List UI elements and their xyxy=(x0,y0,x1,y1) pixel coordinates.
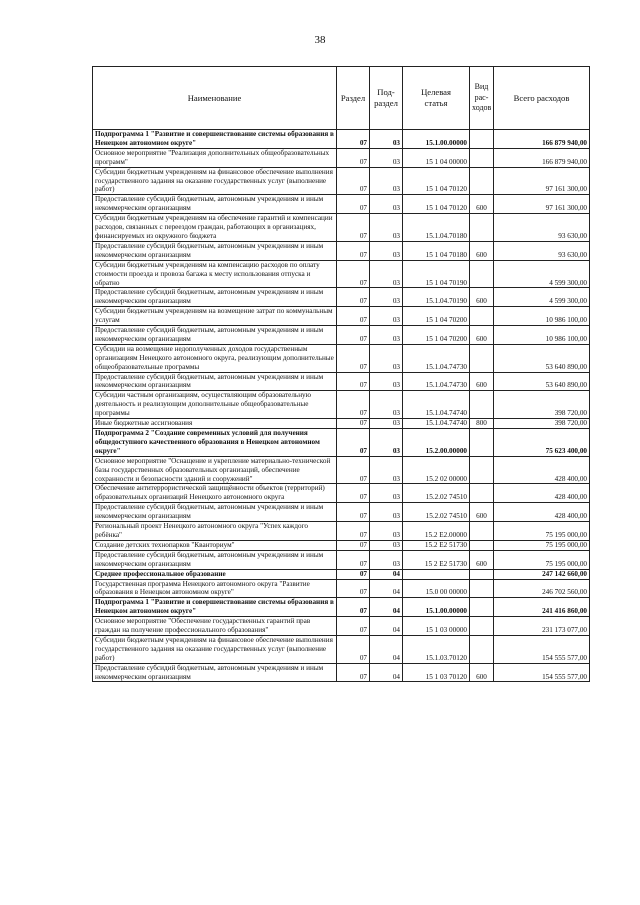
row-target: 15.1.04.74740 xyxy=(403,391,470,419)
header-subsection: Под- раздел xyxy=(370,67,403,130)
row-type: 600 xyxy=(470,550,494,569)
row-subsection: 04 xyxy=(370,663,403,682)
row-total: 4 599 300,00 xyxy=(494,260,590,288)
row-subsection: 03 xyxy=(370,344,403,372)
row-section: 07 xyxy=(337,167,370,195)
table-row xyxy=(93,372,590,391)
row-type xyxy=(470,456,494,484)
table-row xyxy=(93,241,590,260)
row-section: 07 xyxy=(337,569,370,579)
row-total: 154 555 577,00 xyxy=(494,635,590,663)
row-subsection: 03 xyxy=(370,522,403,541)
row-target: 15.1.00.00000 xyxy=(403,130,470,149)
row-name: Основное мероприятие "Оснащение и укрепление материально-технической базы государственных образовательных организаций, обеспечение сохранности и безопасности зданий и сооружений" xyxy=(93,456,337,484)
row-target: 15.1.00.00000 xyxy=(403,598,470,617)
row-name: Подпрограмма 1 "Развитие и совершенствование системы образования в Ненецком автономном округе" xyxy=(93,598,337,617)
row-subsection: 03 xyxy=(370,214,403,242)
row-name: Среднее профессиональное образование xyxy=(93,569,337,579)
row-total: 428 400,00 xyxy=(494,503,590,522)
table-row xyxy=(93,260,590,288)
row-target: 15.1.04.74730 xyxy=(403,344,470,372)
row-name: Предоставление субсидий бюджетным, автономным учреждениям и иным некоммерческим организациям xyxy=(93,288,337,307)
row-subsection: 04 xyxy=(370,569,403,579)
table-row xyxy=(93,429,590,457)
row-target: 15.1.04.70180 xyxy=(403,214,470,242)
table-row xyxy=(93,503,590,522)
row-target xyxy=(403,569,470,579)
row-subsection: 03 xyxy=(370,167,403,195)
table-row xyxy=(93,522,590,541)
row-type xyxy=(470,391,494,419)
table-row xyxy=(93,540,590,550)
row-total: 4 599 300,00 xyxy=(494,288,590,307)
row-name: Подпрограмма 2 "Создание современных условий для получения общедоступного качественного образования в Ненецком автономном округе" xyxy=(93,429,337,457)
row-section: 07 xyxy=(337,391,370,419)
row-name: Субсидии на возмещение недополученных доходов государственным организациям Ненецкого автономного округа, реализующим дополнительные общеобразовательные программы xyxy=(93,344,337,372)
row-target: 15 1 04 00000 xyxy=(403,148,470,167)
table-row xyxy=(93,635,590,663)
row-type: 600 xyxy=(470,326,494,345)
row-type xyxy=(470,260,494,288)
row-name: Субсидии бюджетным учреждениям на обеспечение гарантий и компенсации расходов, связанных с переездом граждан, работающих в организациях, финансируемых из окружного бюджета xyxy=(93,214,337,242)
row-total: 231 173 077,00 xyxy=(494,617,590,636)
table-row xyxy=(93,167,590,195)
row-type xyxy=(470,344,494,372)
row-name: Субсидии бюджетным учреждениям на финансовое обеспечение выполнения государственного задания на оказание государственных услуг (выполнение работ) xyxy=(93,167,337,195)
row-name: Подпрограмма 1 "Развитие и совершенствование системы образования в Ненецком автономном округе" xyxy=(93,130,337,149)
row-section: 07 xyxy=(337,598,370,617)
row-section: 07 xyxy=(337,503,370,522)
row-total: 53 640 890,00 xyxy=(494,372,590,391)
row-total: 10 986 100,00 xyxy=(494,326,590,345)
row-subsection: 03 xyxy=(370,429,403,457)
row-total: 53 640 890,00 xyxy=(494,344,590,372)
row-target: 15 1 04 70180 xyxy=(403,241,470,260)
row-target: 15.1.03.70120 xyxy=(403,635,470,663)
row-type xyxy=(470,148,494,167)
row-subsection: 04 xyxy=(370,579,403,598)
row-name: Предоставление субсидий бюджетным, автономным учреждениям и иным некоммерческим организациям xyxy=(93,195,337,214)
row-type xyxy=(470,635,494,663)
row-section: 07 xyxy=(337,484,370,503)
row-subsection: 03 xyxy=(370,260,403,288)
row-subsection: 04 xyxy=(370,617,403,636)
row-target: 15.2 E2.00000 xyxy=(403,522,470,541)
row-type: 600 xyxy=(470,663,494,682)
row-type xyxy=(470,429,494,457)
row-name: Государственная программа Ненецкого автономного округа "Развитие образования в Ненецком автономном округе" xyxy=(93,579,337,598)
row-section: 07 xyxy=(337,130,370,149)
row-total: 75 195 000,00 xyxy=(494,522,590,541)
row-name: Субсидии частным организациям, осуществляющим образовательную деятельность и реализующим дополнительные общеобразовательные программы xyxy=(93,391,337,419)
row-subsection: 03 xyxy=(370,195,403,214)
row-section: 07 xyxy=(337,148,370,167)
row-total: 166 879 940,00 xyxy=(494,148,590,167)
table-row xyxy=(93,307,590,326)
table-row xyxy=(93,419,590,429)
row-total: 154 555 577,00 xyxy=(494,663,590,682)
row-section: 07 xyxy=(337,635,370,663)
row-subsection: 03 xyxy=(370,372,403,391)
row-type: 600 xyxy=(470,503,494,522)
row-subsection: 03 xyxy=(370,391,403,419)
row-section: 07 xyxy=(337,241,370,260)
row-target: 15.1.04.74740 xyxy=(403,419,470,429)
row-name: Предоставление субсидий бюджетным, автономным учреждениям и иным некоммерческим организациям xyxy=(93,241,337,260)
row-total: 75 195 000,00 xyxy=(494,540,590,550)
row-total: 93 630,00 xyxy=(494,241,590,260)
row-section: 07 xyxy=(337,344,370,372)
row-section: 07 xyxy=(337,456,370,484)
table-header-row xyxy=(93,67,590,130)
row-type xyxy=(470,579,494,598)
row-total: 93 630,00 xyxy=(494,214,590,242)
table-row xyxy=(93,195,590,214)
row-target: 15 1 04 70200 xyxy=(403,307,470,326)
row-subsection: 04 xyxy=(370,598,403,617)
table-row xyxy=(93,663,590,682)
row-target: 15.2.02 74510 xyxy=(403,503,470,522)
row-total: 10 986 100,00 xyxy=(494,307,590,326)
header-name: Наименование xyxy=(93,67,337,130)
row-target: 15.1.04.70190 xyxy=(403,288,470,307)
table-row xyxy=(93,598,590,617)
row-target: 15.0 00 00000 xyxy=(403,579,470,598)
row-type xyxy=(470,484,494,503)
table-row xyxy=(93,579,590,598)
row-total: 75 623 400,00 xyxy=(494,429,590,457)
row-target: 15.2.00.00000 xyxy=(403,429,470,457)
row-name: Субсидии бюджетным учреждениям на компенсацию расходов по оплату стоимости проезда и провоза багажа к месту использования отпуска и обратно xyxy=(93,260,337,288)
row-name: Предоставление субсидий бюджетным, автономным учреждениям и иным некоммерческим организациям xyxy=(93,326,337,345)
header-type: Вид рас- ходов xyxy=(470,67,494,130)
row-subsection: 04 xyxy=(370,635,403,663)
row-section: 07 xyxy=(337,260,370,288)
expenditure-table xyxy=(92,66,590,682)
table-row xyxy=(93,288,590,307)
row-section: 07 xyxy=(337,326,370,345)
row-target: 15 1 03 70120 xyxy=(403,663,470,682)
row-total: 97 161 300,00 xyxy=(494,167,590,195)
header-target: Целевая статья xyxy=(403,67,470,130)
row-target: 15.2 02 00000 xyxy=(403,456,470,484)
table-row xyxy=(93,214,590,242)
row-subsection: 03 xyxy=(370,307,403,326)
row-subsection: 03 xyxy=(370,456,403,484)
row-type: 600 xyxy=(470,288,494,307)
row-target: 15 1 04 70120 xyxy=(403,195,470,214)
row-type xyxy=(470,307,494,326)
row-type: 600 xyxy=(470,195,494,214)
row-name: Предоставление субсидий бюджетным, автономным учреждениям и иным некоммерческим организациям xyxy=(93,550,337,569)
row-target: 15 1 04 70200 xyxy=(403,326,470,345)
table-row xyxy=(93,391,590,419)
row-type xyxy=(470,540,494,550)
table-row xyxy=(93,344,590,372)
row-section: 07 xyxy=(337,522,370,541)
row-name: Предоставление субсидий бюджетным, автономным учреждениям и иным некоммерческим организациям xyxy=(93,503,337,522)
row-subsection: 03 xyxy=(370,419,403,429)
row-name: Обеспечение антитеррористической защищённости объектов (территорий) образовательных организаций Ненецкого автономного округа xyxy=(93,484,337,503)
table-row xyxy=(93,148,590,167)
table-row xyxy=(93,484,590,503)
row-subsection: 03 xyxy=(370,503,403,522)
row-section: 07 xyxy=(337,550,370,569)
row-type xyxy=(470,522,494,541)
row-target: 15 1 03 00000 xyxy=(403,617,470,636)
row-section: 07 xyxy=(337,429,370,457)
table-row xyxy=(93,130,590,149)
row-type xyxy=(470,130,494,149)
row-total: 247 142 660,00 xyxy=(494,569,590,579)
row-total: 166 879 940,00 xyxy=(494,130,590,149)
row-type xyxy=(470,569,494,579)
row-target: 15.1.04.74730 xyxy=(403,372,470,391)
row-section: 07 xyxy=(337,214,370,242)
row-name: Основное мероприятие "Реализация дополнительных общеобразовательных программ" xyxy=(93,148,337,167)
row-subsection: 03 xyxy=(370,484,403,503)
row-total: 97 161 300,00 xyxy=(494,195,590,214)
row-total: 428 400,00 xyxy=(494,484,590,503)
table-row xyxy=(93,456,590,484)
row-subsection: 03 xyxy=(370,241,403,260)
row-target: 15.2.02 74510 xyxy=(403,484,470,503)
row-total: 428 400,00 xyxy=(494,456,590,484)
row-name: Региональный проект Ненецкого автономного округа "Успех каждого ребёнка" xyxy=(93,522,337,541)
row-type xyxy=(470,617,494,636)
row-section: 07 xyxy=(337,288,370,307)
row-name: Предоставление субсидий бюджетным, автономным учреждениям и иным некоммерческим организациям xyxy=(93,372,337,391)
row-type: 800 xyxy=(470,419,494,429)
row-type: 600 xyxy=(470,241,494,260)
row-section: 07 xyxy=(337,540,370,550)
row-section: 07 xyxy=(337,617,370,636)
row-target: 15 1 04 70120 xyxy=(403,167,470,195)
row-total: 75 195 000,00 xyxy=(494,550,590,569)
row-target: 15 2 E2 51730 xyxy=(403,550,470,569)
table-row xyxy=(93,326,590,345)
row-total: 398 720,00 xyxy=(494,391,590,419)
row-total: 241 416 860,00 xyxy=(494,598,590,617)
row-section: 07 xyxy=(337,195,370,214)
row-section: 07 xyxy=(337,419,370,429)
row-subsection: 03 xyxy=(370,326,403,345)
row-type xyxy=(470,598,494,617)
row-name: Создание детских технопарков "Кванториум" xyxy=(93,540,337,550)
page-number: 38 xyxy=(314,34,326,46)
row-type xyxy=(470,214,494,242)
row-target: 15 1 04 70190 xyxy=(403,260,470,288)
row-name: Субсидии бюджетным учреждениям на финансовое обеспечение выполнения государственного задания на оказание государственных услуг (выполнение работ) xyxy=(93,635,337,663)
table-row xyxy=(93,569,590,579)
row-subsection: 03 xyxy=(370,148,403,167)
row-total: 246 702 560,00 xyxy=(494,579,590,598)
header-section: Раздел xyxy=(337,67,370,130)
row-name: Иные бюджетные ассигнования xyxy=(93,419,337,429)
row-type: 600 xyxy=(470,372,494,391)
row-total: 398 720,00 xyxy=(494,419,590,429)
header-total: Всего расходов xyxy=(494,67,590,130)
row-section: 07 xyxy=(337,579,370,598)
row-name: Основное мероприятие "Обеспечение государственных гарантий прав граждан на получение профессионального образования" xyxy=(93,617,337,636)
row-subsection: 03 xyxy=(370,130,403,149)
row-subsection: 03 xyxy=(370,550,403,569)
table-row xyxy=(93,617,590,636)
row-subsection: 03 xyxy=(370,540,403,550)
table-row xyxy=(93,550,590,569)
row-section: 07 xyxy=(337,372,370,391)
row-name: Субсидии бюджетным учреждениям на возмещение затрат по коммунальным услугам xyxy=(93,307,337,326)
row-section: 07 xyxy=(337,663,370,682)
row-name: Предоставление субсидий бюджетным, автономным учреждениям и иным некоммерческим организациям xyxy=(93,663,337,682)
row-section: 07 xyxy=(337,307,370,326)
row-type xyxy=(470,167,494,195)
row-subsection: 03 xyxy=(370,288,403,307)
row-target: 15.2 E2 51730 xyxy=(403,540,470,550)
